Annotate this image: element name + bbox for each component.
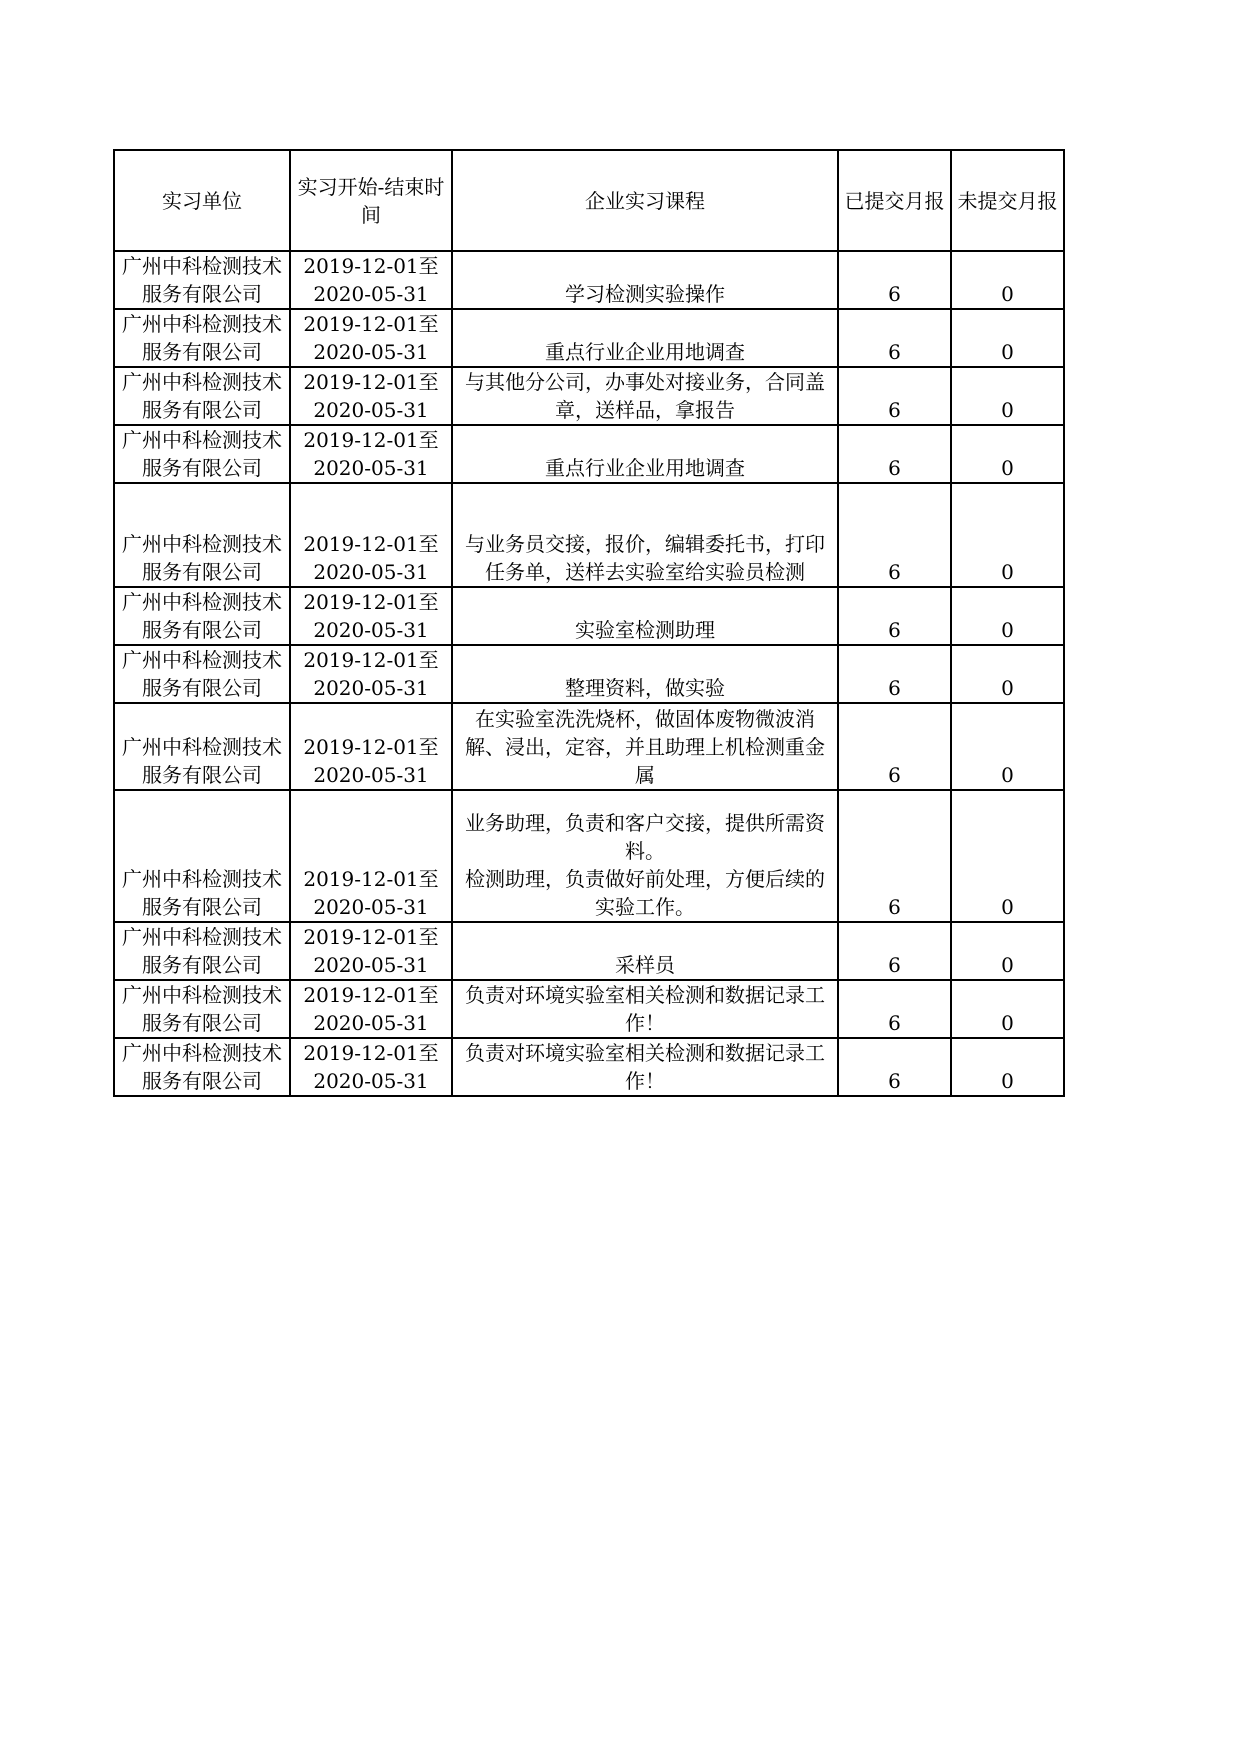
cell-unit: 广州中科检测技术服务有限公司 <box>114 790 290 922</box>
cell-unit: 广州中科检测技术服务有限公司 <box>114 645 290 703</box>
cell-submitted: 6 <box>838 367 951 425</box>
cell-period <box>290 309 452 367</box>
cell-unit: 广州中科检测技术服务有限公司 <box>114 587 290 645</box>
period-end: 2020-05-31 <box>313 340 429 364</box>
cell-unit: 广州中科检测技术服务有限公司 <box>114 367 290 425</box>
period-end: 2020-05-31 <box>313 763 429 787</box>
table-row <box>114 425 1064 483</box>
period-end: 2020-05-31 <box>313 895 429 919</box>
period-start: 2019-12-01至 <box>303 983 439 1007</box>
table-row <box>114 645 1064 703</box>
table-row <box>114 790 1064 922</box>
cell-submitted: 6 <box>838 251 951 309</box>
cell-course: 重点行业企业用地调查 <box>452 309 838 367</box>
cell-period <box>290 587 452 645</box>
period-end: 2020-05-31 <box>313 953 429 977</box>
cell-course: 负责对环境实验室相关检测和数据记录工作！ <box>452 1038 838 1096</box>
period-start: 2019-12-01至 <box>303 254 439 278</box>
period-start: 2019-12-01至 <box>303 590 439 614</box>
period-start: 2019-12-01至 <box>303 370 439 394</box>
cell-unit: 广州中科检测技术服务有限公司 <box>114 251 290 309</box>
cell-unsubmitted: 0 <box>951 367 1064 425</box>
cell-submitted: 6 <box>838 790 951 922</box>
cell-period <box>290 790 452 922</box>
cell-unsubmitted: 0 <box>951 483 1064 587</box>
period-start: 2019-12-01至 <box>303 428 439 452</box>
cell-period <box>290 980 452 1038</box>
cell-unit: 广州中科检测技术服务有限公司 <box>114 980 290 1038</box>
header-unit: 实习单位 <box>114 150 290 251</box>
cell-unit: 广州中科检测技术服务有限公司 <box>114 483 290 587</box>
cell-unsubmitted: 0 <box>951 587 1064 645</box>
cell-unsubmitted: 0 <box>951 980 1064 1038</box>
table-row <box>114 367 1064 425</box>
cell-submitted: 6 <box>838 980 951 1038</box>
cell-unsubmitted: 0 <box>951 251 1064 309</box>
cell-unit: 广州中科检测技术服务有限公司 <box>114 309 290 367</box>
cell-unit: 广州中科检测技术服务有限公司 <box>114 1038 290 1096</box>
table-row <box>114 309 1064 367</box>
cell-course: 负责对环境实验室相关检测和数据记录工作！ <box>452 980 838 1038</box>
cell-period <box>290 645 452 703</box>
header-submitted: 已提交月报 <box>838 150 951 251</box>
cell-period <box>290 251 452 309</box>
cell-course: 与其他分公司，办事处对接业务，合同盖章，送样品，拿报告 <box>452 367 838 425</box>
table-body <box>114 251 1064 1096</box>
cell-course: 学习检测实验操作 <box>452 251 838 309</box>
cell-period <box>290 703 452 790</box>
cell-period <box>290 922 452 980</box>
cell-unsubmitted: 0 <box>951 425 1064 483</box>
cell-period <box>290 1038 452 1096</box>
cell-submitted: 6 <box>838 309 951 367</box>
cell-submitted: 6 <box>838 922 951 980</box>
cell-unsubmitted: 0 <box>951 790 1064 922</box>
period-end: 2020-05-31 <box>313 560 429 584</box>
period-start: 2019-12-01至 <box>303 312 439 336</box>
cell-submitted: 6 <box>838 1038 951 1096</box>
period-start: 2019-12-01至 <box>303 532 439 556</box>
cell-course: 在实验室洗洗烧杯，做固体废物微波消解、浸出，定容，并且助理上机检测重金属 <box>452 703 838 790</box>
cell-course: 整理资料，做实验 <box>452 645 838 703</box>
header-row <box>114 150 1064 251</box>
period-start: 2019-12-01至 <box>303 1041 439 1065</box>
cell-submitted: 6 <box>838 587 951 645</box>
period-end: 2020-05-31 <box>313 282 429 306</box>
period-start: 2019-12-01至 <box>303 735 439 759</box>
cell-unsubmitted: 0 <box>951 1038 1064 1096</box>
internship-report-table <box>113 149 1065 1097</box>
period-end: 2020-05-31 <box>313 618 429 642</box>
header-period: 实习开始-结束时间 <box>290 150 452 251</box>
table-row <box>114 922 1064 980</box>
table-row <box>114 251 1064 309</box>
period-start: 2019-12-01至 <box>303 925 439 949</box>
table-row <box>114 483 1064 587</box>
cell-period <box>290 483 452 587</box>
period-end: 2020-05-31 <box>313 456 429 480</box>
cell-course: 采样员 <box>452 922 838 980</box>
table-row <box>114 980 1064 1038</box>
cell-unit: 广州中科检测技术服务有限公司 <box>114 425 290 483</box>
period-end: 2020-05-31 <box>313 398 429 422</box>
cell-submitted: 6 <box>838 703 951 790</box>
cell-course: 实验室检测助理 <box>452 587 838 645</box>
cell-course: 重点行业企业用地调查 <box>452 425 838 483</box>
table-row <box>114 1038 1064 1096</box>
cell-unit: 广州中科检测技术服务有限公司 <box>114 922 290 980</box>
cell-period <box>290 367 452 425</box>
cell-submitted: 6 <box>838 483 951 587</box>
cell-period <box>290 425 452 483</box>
cell-unsubmitted: 0 <box>951 309 1064 367</box>
header-course: 企业实习课程 <box>452 150 838 251</box>
cell-course: 业务助理，负责和客户交接，提供所需资料。 检测助理，负责做好前处理，方便后续的实验工作。 <box>452 790 838 922</box>
period-start: 2019-12-01至 <box>303 867 439 891</box>
table-row <box>114 703 1064 790</box>
cell-unsubmitted: 0 <box>951 645 1064 703</box>
cell-unsubmitted: 0 <box>951 922 1064 980</box>
period-start: 2019-12-01至 <box>303 648 439 672</box>
period-end: 2020-05-31 <box>313 1011 429 1035</box>
period-end: 2020-05-31 <box>313 676 429 700</box>
period-end: 2020-05-31 <box>313 1069 429 1093</box>
header-unsubmitted: 未提交月报 <box>951 150 1064 251</box>
cell-course: 与业务员交接，报价，编辑委托书，打印任务单，送样去实验室给实验员检测 <box>452 483 838 587</box>
cell-submitted: 6 <box>838 425 951 483</box>
cell-unit: 广州中科检测技术服务有限公司 <box>114 703 290 790</box>
cell-submitted: 6 <box>838 645 951 703</box>
cell-unsubmitted: 0 <box>951 703 1064 790</box>
table-row <box>114 587 1064 645</box>
